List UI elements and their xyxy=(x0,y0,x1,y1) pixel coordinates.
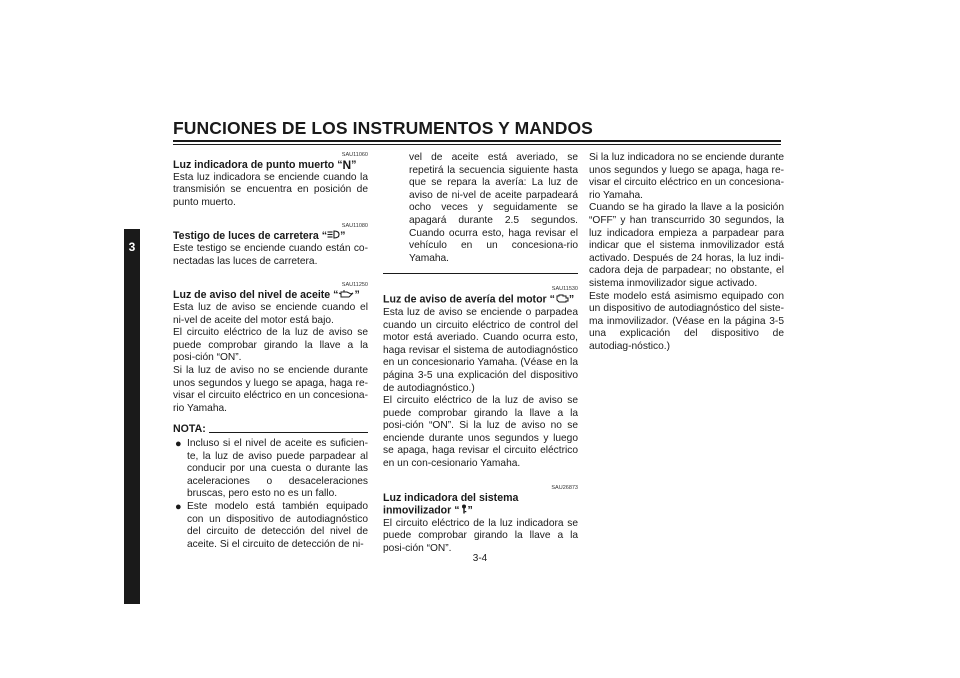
list-item: ● Este modelo está también equipado con un dispositivo de autodiagnóstico del circuito de detección del nivel de aceite. Si el circuito de detección de ni- xyxy=(175,500,368,550)
chapter-tab xyxy=(124,229,140,604)
section-code: SAU26873 xyxy=(551,484,578,491)
engine-icon xyxy=(555,293,569,307)
section-code: SAU11250 xyxy=(341,282,368,289)
key-icon xyxy=(460,504,468,518)
title-rule-thick xyxy=(173,140,781,142)
column-2 xyxy=(383,152,578,556)
paragraph: Esta luz indicadora se enciende cuando la transmisión se encuentra en posición de punto muerto. xyxy=(173,171,368,208)
column-3 xyxy=(589,152,784,354)
section-code: SAU11530 xyxy=(551,286,578,293)
page-number: 3-4 xyxy=(472,553,488,564)
paragraph: vel de aceite está averiado, se repetirá la secuencia siguiente hasta que se repara la avería: La luz de aviso de ni-vel de aceite parpadeará ocho veces y seguidamente se apagará durante 2.5 segundos. Cuando ocurra esto, haga revisar el vehículo en un concesiona-rio Yamaha. xyxy=(409,152,578,264)
section-heading-immobilizer: Luz indicadora del sistema inmovilizador “ ” xyxy=(383,491,519,517)
paragraph: Este modelo está asimismo equipado con un dispositivo de autodiagnóstico del siste-ma inmovilizador. (Véase en la página 3-5 una explicación del dispositivo de autodiag-nóstico.) xyxy=(589,290,784,352)
paragraph: Esta luz de aviso se enciende cuando el ni-vel de aceite del motor está bajo. xyxy=(173,302,368,326)
section-heading-engine-trouble: Luz de aviso de avería del motor “ ” xyxy=(383,293,575,306)
section-code: SAU11060 xyxy=(341,152,368,158)
section-heading-high-beam: Testigo de luces de carretera “ ” xyxy=(173,230,346,243)
section-code: SAU11080 xyxy=(341,223,368,230)
paragraph: Este testigo se enciende cuando están co-nectadas las luces de carretera. xyxy=(173,243,368,267)
paragraph: Si la luz de aviso no se enciende durante unos segundos y luego se apaga, haga re-visar el circuito eléctrico en un concesiona-rio Yamaha. xyxy=(173,365,368,414)
bullet-icon: ● xyxy=(175,500,182,513)
paragraph: El circuito eléctrico de la luz de aviso se puede comprobar girando la llave a la posi-ción “ON”. Si la luz de aviso no se enciende durante unos segundos y luego se apaga, haga revisar el circuito eléctrico en un con-cesionario Yamaha. xyxy=(383,395,578,470)
list-item: ● Incluso si el nivel de aceite es suficien-te, la luz de aviso puede parpadear al conducir por una cuesta o durante las aceleraciones o desaceleraciones bruscas, pero esto no es un fallo. xyxy=(175,437,368,500)
section-heading-neutral: Luz indicadora de punto muerto “N” xyxy=(173,158,357,172)
note-heading: NOTA: xyxy=(173,423,368,436)
paragraph: El circuito eléctrico de la luz de aviso se puede comprobar girando la llave a la posi-ción “ON”. xyxy=(173,327,368,364)
oil-can-icon xyxy=(338,289,354,302)
neutral-N-icon: N xyxy=(342,158,352,172)
paragraph: Si la luz indicadora no se enciende durante unos segundos y luego se apaga, haga re-visar el circuito eléctrico en un concesiona-rio Yamaha. xyxy=(589,152,784,201)
bullet-icon: ● xyxy=(175,437,182,450)
title-rule-thin xyxy=(173,144,781,145)
paragraph: El circuito eléctrico de la luz indicadora se puede comprobar girando la llave a la posi-ción “ON”. xyxy=(383,517,578,555)
page-title: FUNCIONES DE LOS INSTRUMENTOS Y MANDOS xyxy=(173,118,593,138)
column-1 xyxy=(173,152,368,551)
chapter-number: 3 xyxy=(128,240,136,254)
section-heading-oil-level: Luz de aviso del nivel de aceite “ ” xyxy=(173,289,360,302)
paragraph: Esta luz de aviso se enciende o parpadea cuando un circuito eléctrico de control del motor está averiado. Cuando ocurra esto, haga revisar el sistema de autodiagnóstico en un concesionario Yamaha. (Véase en la página 3-5 una explicación del dispositivo de autodiagnóstico.) xyxy=(383,306,578,394)
section-divider xyxy=(383,273,578,274)
paragraph: Cuando se ha girado la llave a la posición “OFF” y han transcurrido 30 segundos, la luz indicadora empieza a parpadear para indicar que el sistema inmovilizador está activado. Después de 24 horas, la luz indi-cadora deja de parpadear; no obstante, el sistema inmovilizador sigue activado. xyxy=(589,202,784,289)
high-beam-icon xyxy=(327,230,340,243)
